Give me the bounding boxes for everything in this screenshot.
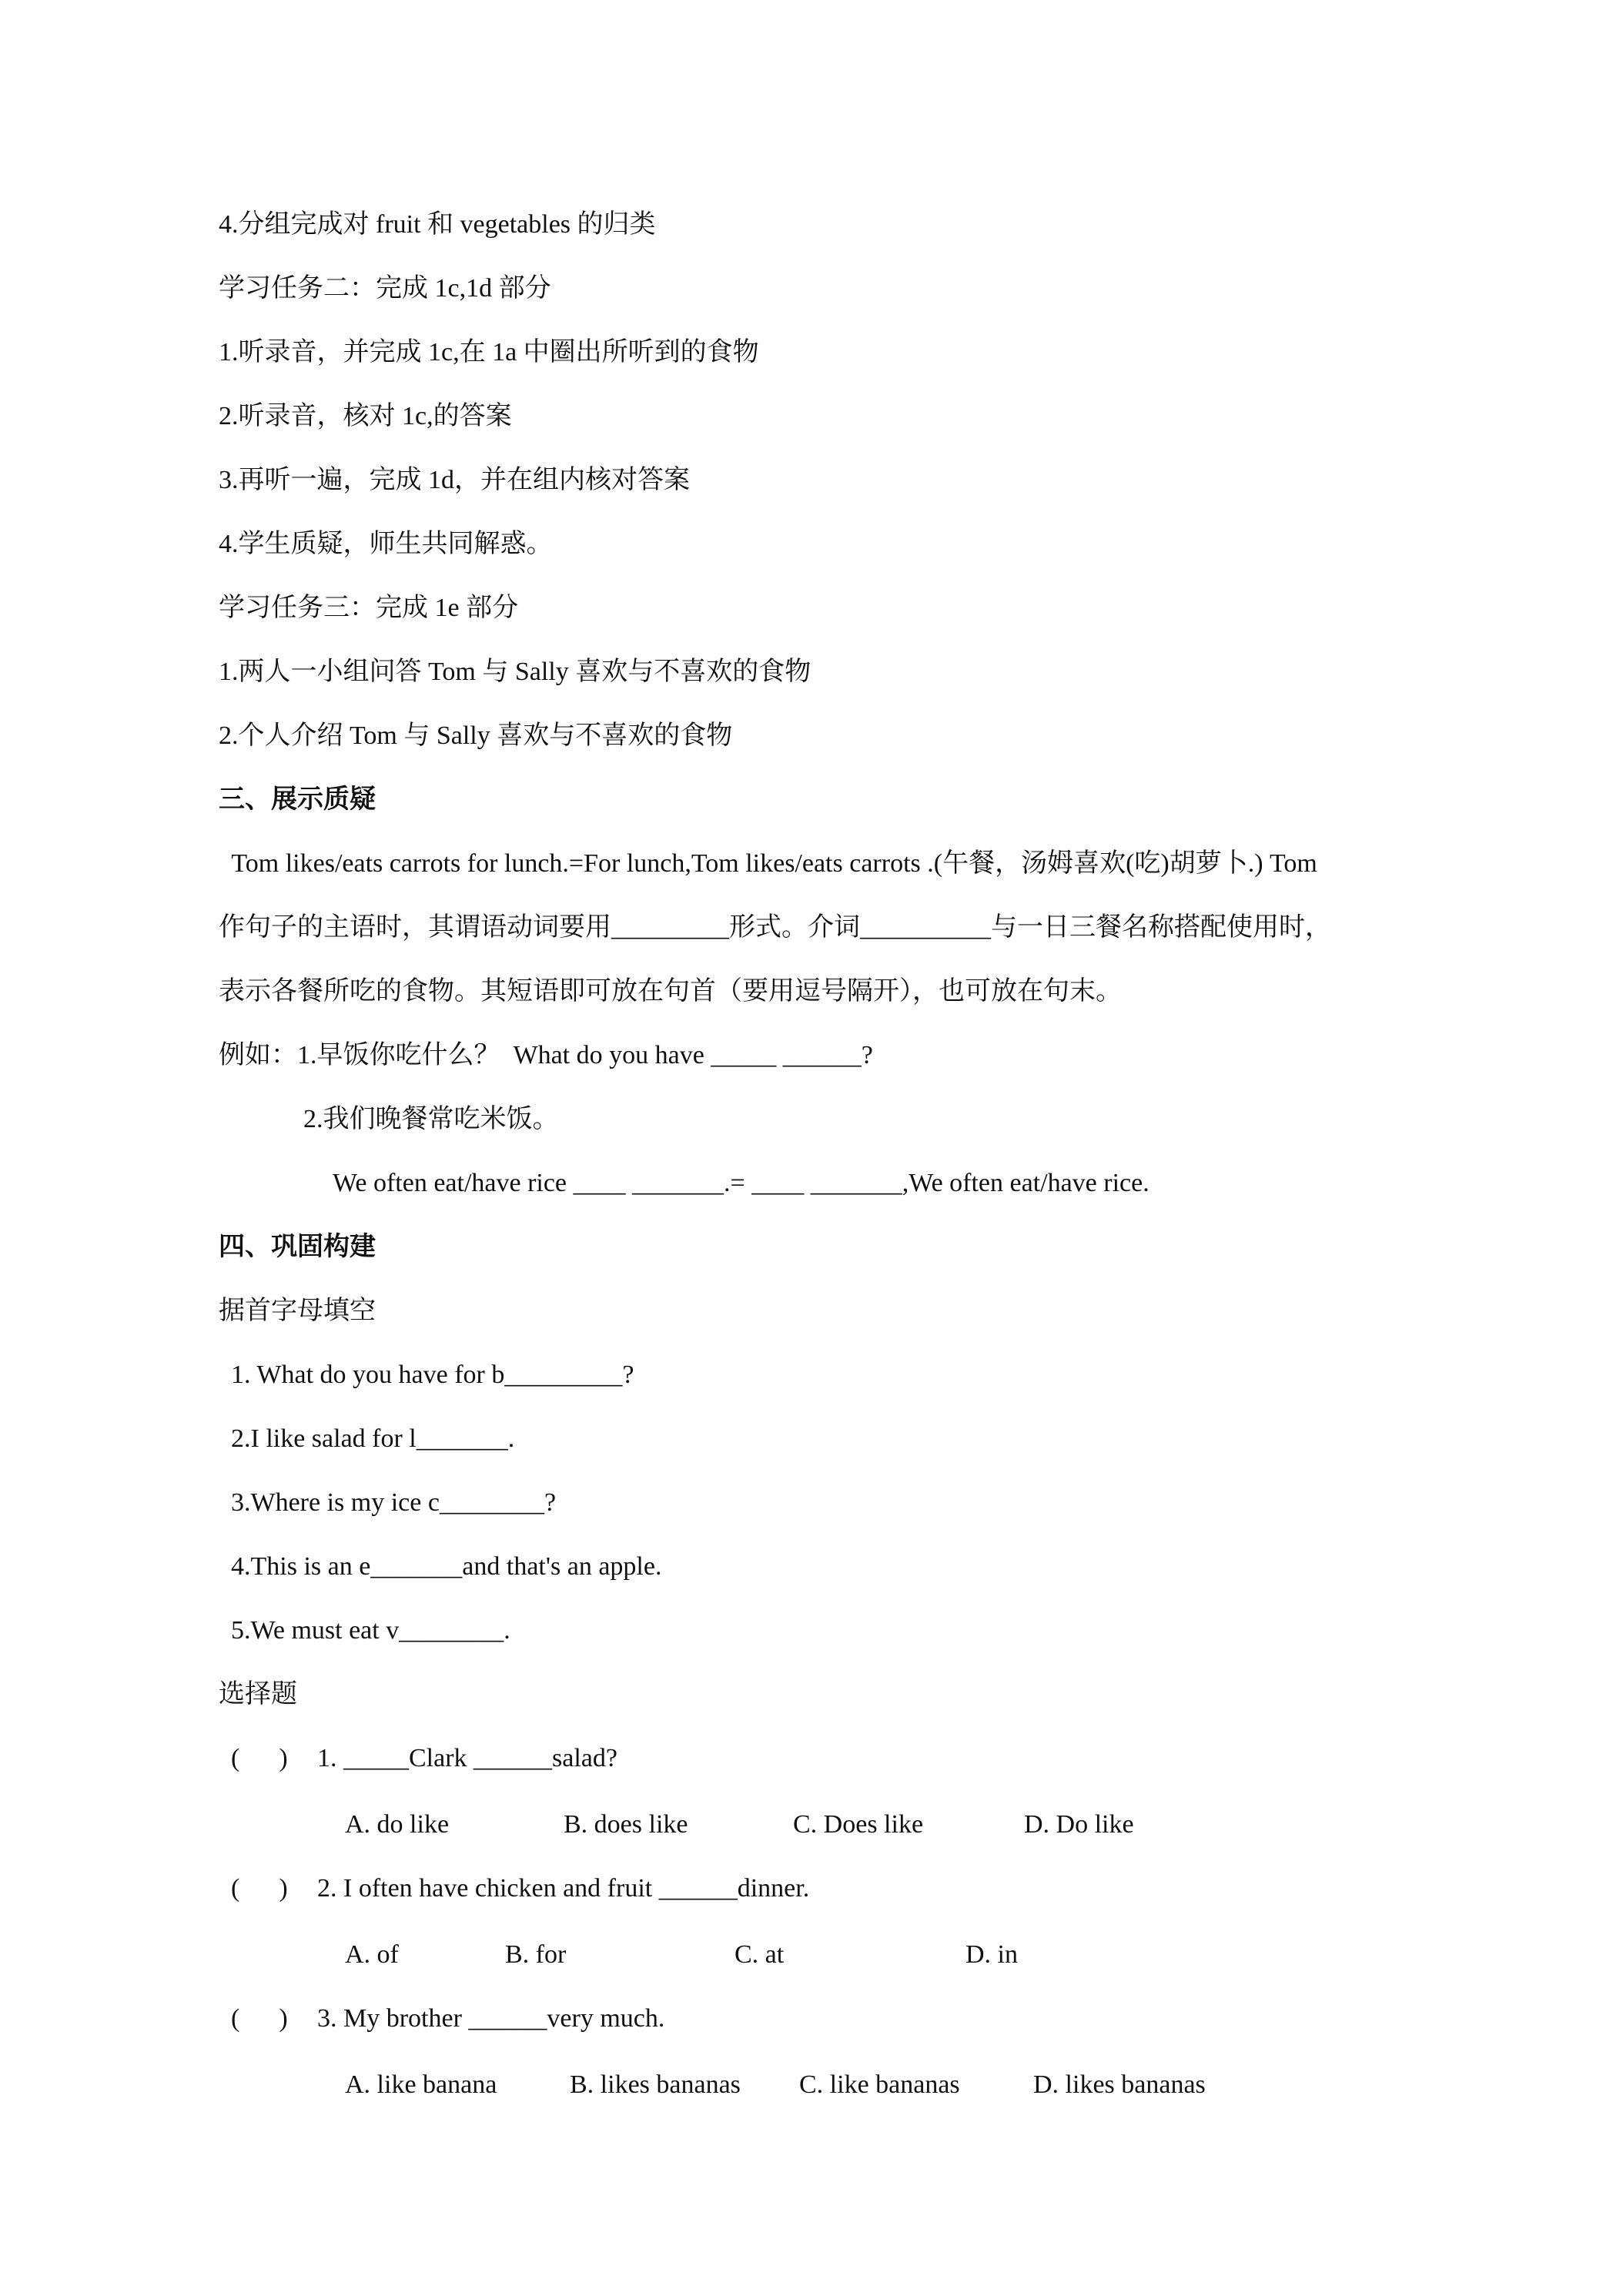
task2-step1: 1.听录音，并完成 1c,在 1a 中圈出所听到的食物 <box>219 338 759 366</box>
question-1-option-d: D. Do like <box>1024 1810 1134 1839</box>
task2-step3: 3.再听一遍，完成 1d，并在组内核对答案 <box>219 466 690 494</box>
fill-blank-item-5: 5.We must eat v________. <box>231 1616 510 1645</box>
question-1-stem: 1. _____Clark ______salad? <box>317 1744 617 1772</box>
fill-blank-item-2: 2.I like salad for l_______. <box>231 1424 515 1453</box>
fill-blank-item-1: 1. What do you have for b_________? <box>231 1361 634 1389</box>
section4-heading: 四、巩固构建 <box>219 1233 376 1261</box>
question-3-stem: 3. My brother ______very much. <box>317 2004 665 2033</box>
task3-step2: 2.个人介绍 Tom 与 Sally 喜欢与不喜欢的食物 <box>219 721 733 750</box>
question-2-option-b: B. for <box>505 1940 567 1969</box>
section3-paragraph-line-2: 作句子的主语时，其谓语动词要用_________形式。介词__________与一日三餐名称搭配使用时， <box>219 913 1331 942</box>
question-2-option-d: D. in <box>965 1940 1018 1969</box>
answer-parentheses-1: ( ) <box>231 1744 288 1772</box>
fill-blank-item-4: 4.This is an e_______and that's an apple. <box>231 1552 662 1581</box>
task2-step4: 4.学生质疑，师生共同解惑。 <box>219 530 553 558</box>
question-2-option-a: A. of <box>345 1940 399 1969</box>
question-3-option-c: C. like bananas <box>799 2070 960 2099</box>
example-2-chinese: 2.我们晚餐常吃米饭。 <box>303 1105 559 1133</box>
task2-title: 学习任务二：完成 1c,1d 部分 <box>219 274 551 303</box>
question-3-option-b: B. likes bananas <box>570 2070 741 2099</box>
question-1-option-a: A. do like <box>345 1810 450 1839</box>
question-1-option-c: C. Does like <box>793 1810 924 1839</box>
fill-blank-item-3: 3.Where is my ice c________? <box>231 1488 557 1517</box>
question-3-option-a: A. like banana <box>345 2070 497 2099</box>
choice-title: 选择题 <box>219 1680 297 1709</box>
section3-paragraph-line-3: 表示各餐所吃的食物。其短语即可放在句首（要用逗号隔开），也可放在句末。 <box>219 977 1122 1006</box>
answer-parentheses-3: ( ) <box>231 2004 288 2033</box>
fill-blank-title: 据首字母填空 <box>219 1297 376 1325</box>
answer-parentheses-2: ( ) <box>231 1874 288 1903</box>
question-2-option-c: C. at <box>735 1940 785 1969</box>
task1-step4: 4.分组完成对 fruit 和 vegetables 的归类 <box>219 210 656 239</box>
section3-paragraph-line-1: Tom likes/eats carrots for lunch.=For lunch,Tom likes/eats carrots .(午餐，汤姆喜欢(吃)胡萝卜.) Tom <box>219 849 1317 878</box>
task3-title: 学习任务三：完成 1e 部分 <box>219 594 519 622</box>
section3-heading: 三、展示质疑 <box>219 785 376 814</box>
question-2-stem: 2. I often have chicken and fruit ______dinner. <box>317 1874 810 1903</box>
example-1: 例如：1.早饭你吃什么？ What do you have _____ ______? <box>219 1041 873 1069</box>
question-1-option-b: B. does like <box>564 1810 688 1839</box>
task3-step1: 1.两人一小组问答 Tom 与 Sally 喜欢与不喜欢的食物 <box>219 658 812 686</box>
question-3-option-d: D. likes bananas <box>1033 2070 1206 2099</box>
task2-step2: 2.听录音，核对 1c,的答案 <box>219 402 512 430</box>
example-2-english: We often eat/have rice ____ _______.= ____ _______,We often eat/have rice. <box>333 1169 1149 1197</box>
